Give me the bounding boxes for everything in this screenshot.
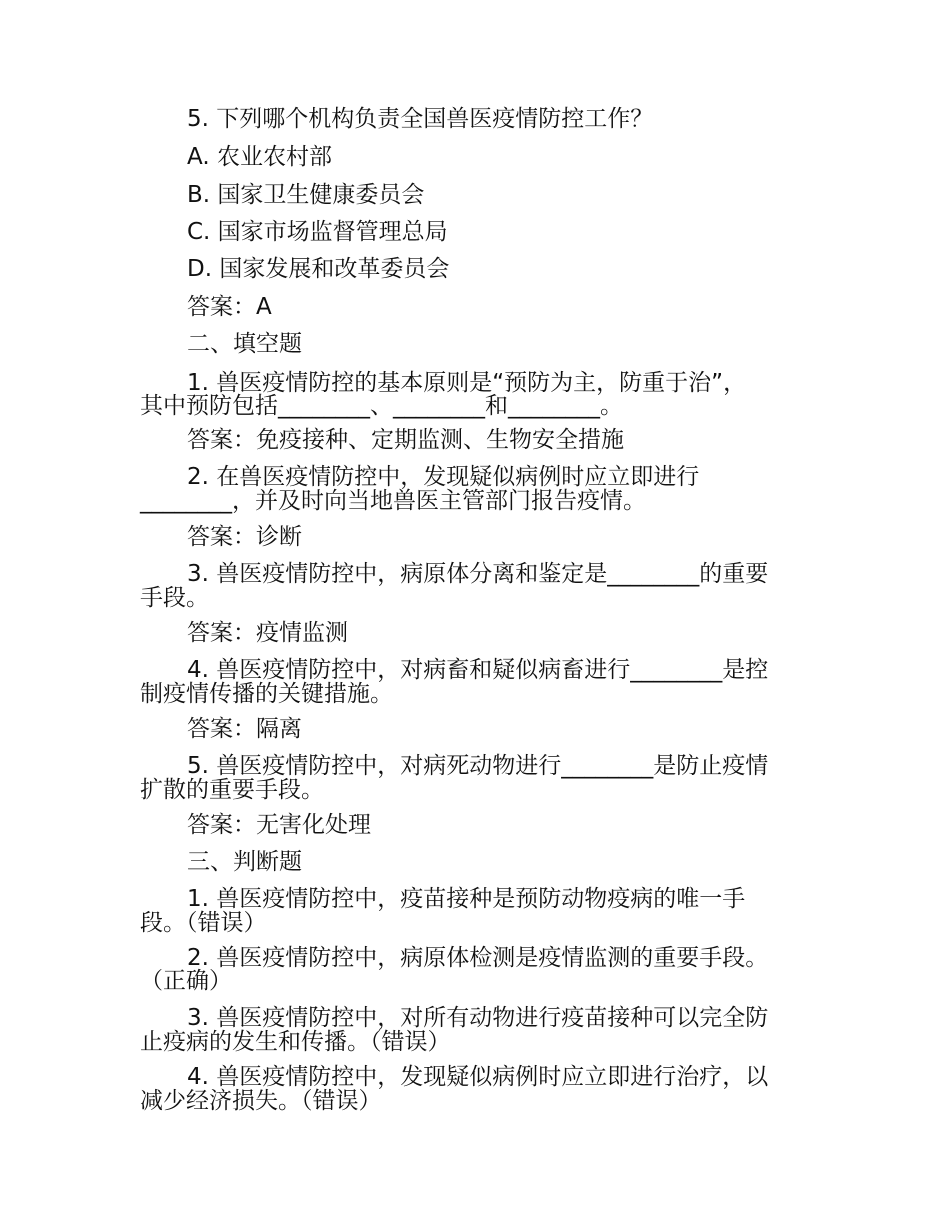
answer-fill-q5: 答案：无害化处理 [187,812,371,838]
fill-q4-line2: 制疫情传播的关键措施。 [140,681,393,707]
tf-q1-line2: 段。（错误） [140,910,267,936]
fill-q3-line1: 3. 兽医疫情防控中，病原体分离和鉴定是________的重要 [187,561,769,587]
fill-q5-line1: 5. 兽医疫情防控中，对病死动物进行________是防止疫情 [187,753,769,779]
fill-q5-line2: 扩散的重要手段。 [140,777,324,803]
tf-q1-line1: 1. 兽医疫情防控中，疫苗接种是预防动物疫病的唯一手 [187,886,746,912]
section-heading-true-false: 三、判断题 [187,849,302,875]
section-heading-fill-blank: 二、填空题 [187,331,302,357]
fill-q1-line2: 其中预防包括________、________和________。 [140,393,623,419]
fill-q3-line2: 手段。 [140,585,209,611]
question-5-text: 5. 下列哪个机构负责全国兽医疫情防控工作？ [187,106,654,132]
option-c: C. 国家市场监督管理总局 [187,219,448,245]
option-d: D. 国家发展和改革委员会 [187,256,450,282]
option-a: A. 农业农村部 [187,144,332,170]
tf-q4-line1: 4. 兽医疫情防控中，发现疑似病例时应立即进行治疗，以 [187,1064,769,1090]
fill-q2-line2: ________，并及时向当地兽医主管部门报告疫情。 [140,488,646,514]
fill-q1-line1: 1. 兽医疫情防控的基本原则是“预防为主，防重于治”， [187,370,747,396]
answer-q5: 答案：A [187,294,272,320]
option-b: B. 国家卫生健康委员会 [187,182,425,208]
answer-fill-q4: 答案：隔离 [187,716,302,742]
tf-q3-line1: 3. 兽医疫情防控中，对所有动物进行疫苗接种可以完全防 [187,1005,769,1031]
tf-q3-line2: 止疫病的发生和传播。（错误） [140,1029,451,1055]
fill-q2-line1: 2. 在兽医疫情防控中，发现疑似病例时应立即进行 [187,464,700,490]
tf-q2-line1: 2. 兽医疫情防控中，病原体检测是疫情监测的重要手段。 [187,945,769,971]
answer-fill-q2: 答案：诊断 [187,524,302,550]
answer-fill-q3: 答案：疫情监测 [187,620,348,646]
answer-fill-q1: 答案：免疫接种、定期监测、生物安全措施 [187,427,624,453]
fill-q4-line1: 4. 兽医疫情防控中，对病畜和疑似病畜进行________是控 [187,657,769,683]
tf-q4-line2: 减少经济损失。（错误） [140,1088,382,1114]
tf-q2-line2: （正确） [140,968,232,994]
